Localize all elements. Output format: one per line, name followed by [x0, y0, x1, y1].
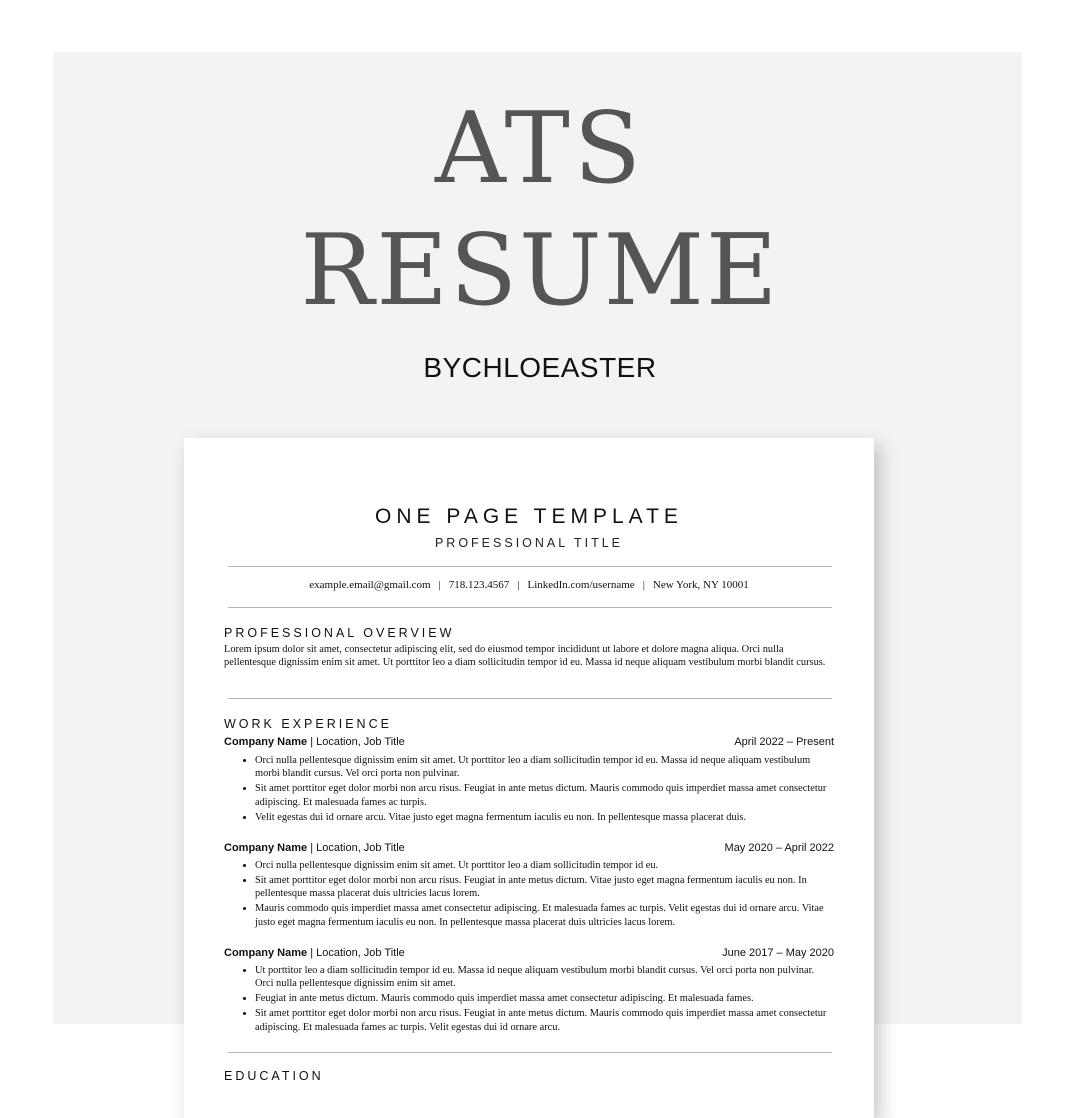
list-item: • Orci nulla pellentesque dignissim enim sit amet. Ut porttitor leo a diam sollicitudin tempor id eu.: [255, 859, 834, 872]
divider: [228, 607, 832, 608]
contact-email: example.email@gmail.com: [309, 579, 431, 591]
resume-name: ONE PAGE TEMPLATE: [375, 505, 683, 528]
list-item: • Sit amet porttitor eget dolor morbi non arcu risus. Feugiat in ante metus dictum. Mauris commodo quis imperdiet massa amet consectetur adipiscing. Et malesuada fames ac turpis.: [255, 782, 834, 809]
job-header: [224, 947, 834, 961]
list-item: • Orci nulla pellentesque dignissim enim sit amet. Ut porttitor leo a diam sollicitudin tempor id eu. Massa id neque aliquam vestibulum morbi blandit cursus. Vel orci porta non pulvinar.: [255, 754, 834, 781]
job-bullets: [224, 859, 834, 931]
hero-title-line-1: ATS: [435, 92, 645, 206]
section-heading-education: EDUCATION: [224, 1069, 324, 1083]
separator: |: [642, 579, 645, 591]
section-heading-overview: PROFESSIONAL OVERVIEW: [224, 626, 455, 640]
list-item: • Feugiat in ante metus dictum. Mauris commodo quis imperdiet massa amet consectetur adipiscing. Et malesuada fames.: [255, 992, 834, 1005]
contact-phone: 718.123.4567: [448, 579, 510, 591]
divider: [228, 698, 832, 699]
job-dates: April 2022 – Present: [734, 736, 834, 748]
job-header: [224, 736, 834, 750]
resume-professional-title: PROFESSIONAL TITLE: [434, 536, 624, 550]
job-header: [224, 842, 834, 856]
job-dates: June 2017 – May 2020: [722, 947, 834, 959]
list-item: • Mauris commodo quis imperdiet massa amet consectetur adipiscing. Et malesuada fames ac turpis. Velit egestas dui id ornare arcu. Vitae justo eget magna fermentum iaculis eu non. In pellentesque massa placerat duis ultricies lacus lorem.: [255, 902, 834, 929]
contact-line: [184, 579, 874, 591]
contact-location: New York, NY 10001: [652, 579, 749, 591]
job-bullets: [224, 754, 834, 826]
list-item: • Sit amet porttitor eget dolor morbi non arcu risus. Feugiat in ante metus dictum. Vitae justo eget magna fermentum iaculis eu non. In pellentesque massa placerat duis ultricies lacus lorem.: [255, 874, 834, 901]
section-heading-work: WORK EXPERIENCE: [224, 717, 392, 731]
overview-text: Lorem ipsum dolor sit amet, consectetur adipiscing elit, sed do eiusmod tempor incididunt ut labore et dolore magna aliqua. Orci nulla pellentesque dignissim enim sit amet. Ut porttitor leo a diam sollicitudin tempor id eu. Massa id neque aliquam vestibulum morbi blandit cursus.: [224, 644, 826, 669]
contact-linkedin: LinkedIn.com/username: [527, 579, 635, 591]
company-name: Company Name: [224, 736, 308, 748]
job-bullets: [224, 964, 834, 1036]
job-location-title: | Location, Job Title: [307, 947, 405, 959]
brand-name: BYCHLOEASTER: [423, 352, 657, 383]
company-name: Company Name: [224, 947, 308, 959]
list-item: • Velit egestas dui id ornare arcu. Vitae justo eget magna fermentum iaculis eu non. In pellentesque massa placerat duis.: [255, 811, 834, 824]
list-item: • Ut porttitor leo a diam sollicitudin tempor id eu. Massa id neque aliquam vestibulum morbi blandit cursus. Vel orci porta non pulvinar. Orci nulla pellentesque dignissim enim sit amet.: [255, 964, 834, 991]
divider: [228, 1052, 832, 1053]
divider: [228, 566, 832, 567]
job-location-title: | Location, Job Title: [307, 736, 405, 748]
separator: |: [517, 579, 520, 591]
company-name: Company Name: [224, 842, 308, 854]
job-dates: May 2020 – April 2022: [724, 842, 834, 854]
job-location-title: | Location, Job Title: [307, 842, 405, 854]
separator: |: [438, 579, 441, 591]
list-item: • Sit amet porttitor eget dolor morbi non arcu risus. Feugiat in ante metus dictum. Mauris commodo quis imperdiet massa amet consectetur adipiscing. Et malesuada fames ac turpis. Velit egestas dui id ornare arcu.: [255, 1007, 834, 1034]
hero-title-line-2: RESUME: [300, 214, 780, 328]
